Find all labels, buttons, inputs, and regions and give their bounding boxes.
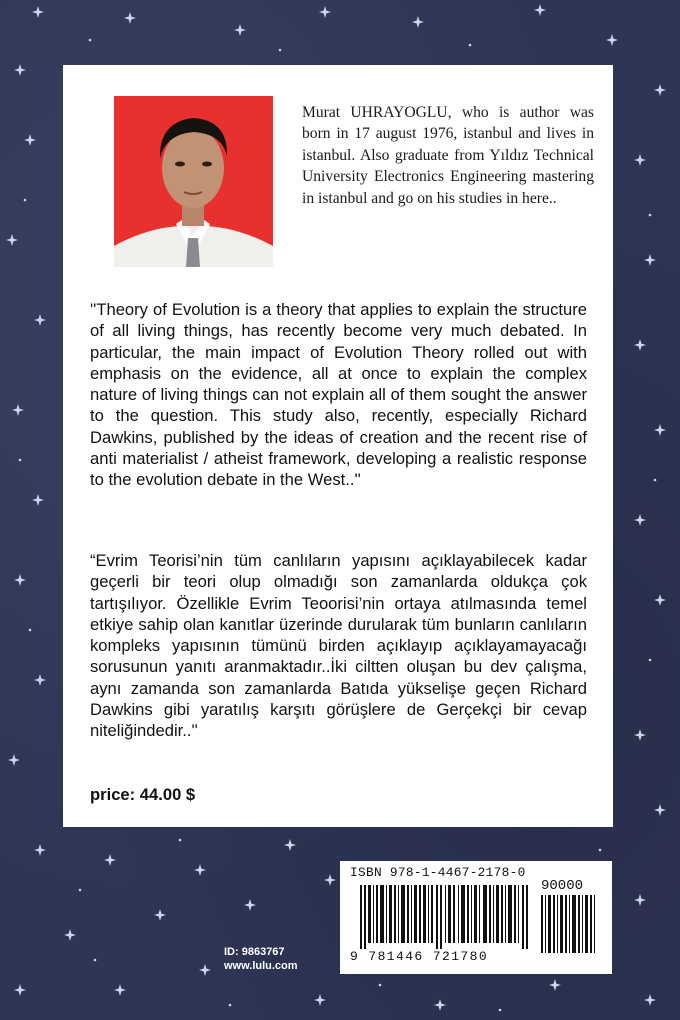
barcode-bars — [350, 885, 536, 949]
barcode-digits: 9 781446 721780 — [350, 949, 489, 964]
publisher-url: www.lulu.com — [224, 960, 298, 972]
price-label: price: 44.00 $ — [90, 785, 196, 804]
publisher-id: ID: 9863767 — [224, 946, 285, 958]
price-addon-number: 90000 — [541, 878, 584, 894]
isbn-barcode — [340, 861, 612, 974]
addon-barcode-bars — [539, 895, 601, 953]
publisher-info — [224, 945, 298, 973]
back-cover-text-panel — [63, 65, 613, 827]
summary-turkish: “Evrim Teorisi’nin tüm canlıların yapısını açıklayabilecek kadar geçerli bir teori olup olmadığı son zamanlarda oldukça çok tartışılıyor. Özellikle Evrim Teoorisi’nin ortaya atılmasında temel etkiye sahip olan kanıtlar üzerinde durularak tüm bunların canlıların kompleks yapısının tümünü birden açıklayıp açıklayamayacağı sorusunun yanıtı aranmaktadır..İki ciltten oluşan bu dev çalışma, aynı zamanda son zamanlarda Batıda yükselişe geçen Richard Dawkins gibi yaratılış karşıtı görüşlere de Gerçekçi bir cevap niteliğindedir..'' — [90, 551, 587, 741]
isbn-number: ISBN 978-1-4467-2178-0 — [350, 865, 526, 880]
summary-english: ''Theory of Evolution is a theory that applies to explain the structure of all living things, has recently become very much debated. In particular, the main impact of Evolution Theory rolled out with emphasis on the evidence, all at once to explain the complex nature of living things can not explain all of them sought the answer to the question. This study also, recently, especially Richard Dawkins, published by the ideas of creation and the recent rise of anti materialist / atheist framework, developing a realistic response to the evolution debate in the West..'' — [90, 300, 587, 490]
author-photo — [114, 96, 273, 267]
author-bio: Murat UHRAYOGLU, who is author was born in 17 august 1976, istanbul and lives in istanbul. Also graduate from Yıldız Technical University Electronics Engineering mastering in istanbul and go on his studies in here.. — [302, 104, 594, 207]
